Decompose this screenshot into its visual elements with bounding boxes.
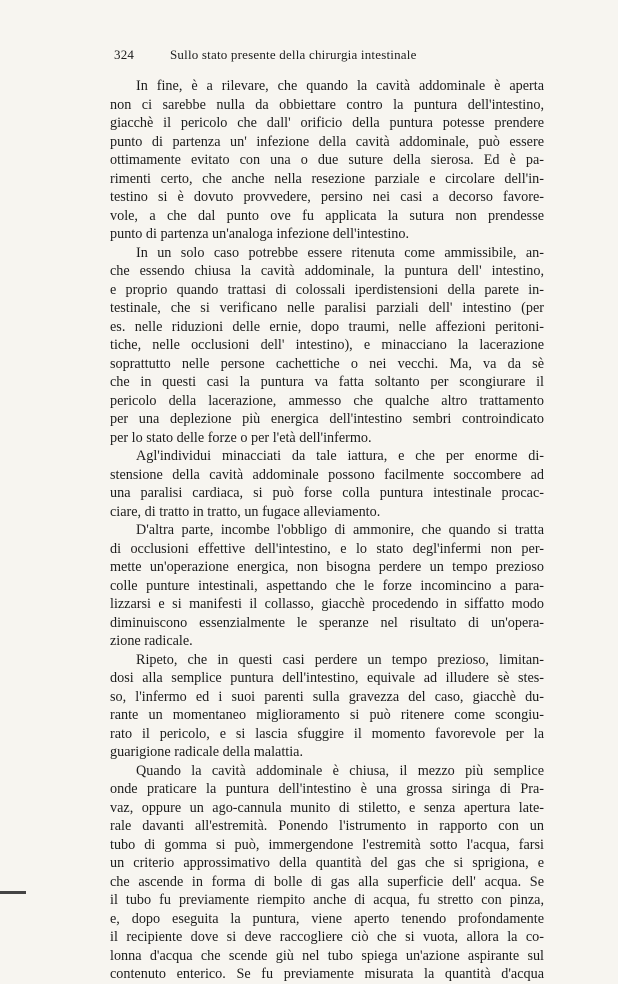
running-title: Sullo stato presente della chirurgia intestinale — [170, 47, 417, 62]
text-line: rato il pericolo, e si lascia sfuggire il momento favorevole per la — [110, 725, 544, 742]
text-line: di occlusioni effettive dell'intestino, e lo stato degl'infermi non per- — [110, 540, 544, 557]
text-line: rale davanti all'estremità. Ponendo l'istrumento in rapporto con un — [110, 818, 544, 834]
text-line: dosi alla semplice puntura dell'intestino, equivale ad illudere sè stes- — [110, 670, 544, 686]
text-line: diminuiscono essenzialmente le speranze nel risultato di un'opera- — [110, 614, 544, 631]
text-line: stensione della cavità addominale possono facilmente soccombere ad — [110, 466, 544, 483]
text-line: contenuto enterico. Se fu previamente misurata la quantità d'acqua — [110, 966, 544, 982]
text-line: zione radicale. — [110, 633, 193, 649]
text-line: testinale, che si verificano nelle paralisi parziali dell' intestino (per — [110, 300, 544, 316]
text-line: ciare, di tratto in tratto, un fugace alleviamento. — [110, 503, 381, 520]
text-line: vaz, oppure un ago-cannula munito di stiletto, e senza apertura late- — [110, 799, 544, 816]
text-line: In un solo caso potrebbe essere ritenuta come ammissibile, an- — [136, 244, 544, 261]
text-line: D'altra parte, incombe l'obbligo di ammonire, che quando si tratta — [136, 522, 544, 538]
page-number: 324 — [114, 47, 135, 62]
text-line: rante un momentaneo miglioramento si può ritenere come scongiu- — [110, 707, 544, 723]
text-line: che essendo chiusa la cavità addominale, la puntura dell' intestino, — [110, 263, 544, 279]
text-line: un criterio approssimativo della quantità del gas che si sprigiona, e — [110, 855, 544, 871]
text-line: e proprio quando trattasi di colossali iperdistensioni della parete in- — [110, 281, 544, 298]
body-text — [110, 77, 544, 984]
text-line: so, l'infermo ed i suoi parenti sulla gravezza del caso, giacchè du- — [110, 688, 544, 705]
page-header — [114, 47, 554, 67]
text-line: Ripeto, che in questi casi perdere un tempo prezioso, limitan- — [136, 651, 544, 668]
text-line: giacchè il pericolo che dall' orificio della puntura potesse prendere — [110, 115, 544, 131]
text-line: e, dopo eseguita la puntura, viene aperto tenendo profondamente — [110, 910, 544, 927]
text-line: Quando la cavità addominale è chiusa, il mezzo più semplice — [136, 762, 544, 779]
text-line: es. nelle riduzioni delle ernie, dopo traumi, nelle affezioni peritoni- — [110, 318, 544, 335]
text-line: testino si è dovuto provvedere, persino nei casi a decorso favore- — [110, 189, 544, 205]
text-line: il recipiente dove si deve raccogliere ciò che si vuota, allora la co- — [110, 929, 544, 945]
text-line: per una deplezione più energica dell'intestino sembri controindicato — [110, 411, 544, 427]
text-line: tiche, nelle occlusioni dell' intestino), e minacciano la lacerazione — [110, 337, 544, 353]
text-line: lonna d'acqua che scende giù nel tubo spiega un'azione aspirante sul — [110, 947, 544, 964]
text-line: In fine, è a rilevare, che quando la cavità addominale è aperta — [136, 78, 544, 94]
text-line: tubo di gomma si può, immergendone l'estremità sotto l'acqua, farsi — [110, 836, 544, 853]
scan-edge-mark — [0, 891, 26, 894]
text-line: una paralisi cardiaca, si può forse colla puntura intestinale procac- — [110, 485, 544, 501]
text-line: che in questi casi la puntura va fatta soltanto per scongiurare il — [110, 374, 544, 390]
text-line: non ci sarebbe nulla da obbiettare contro la puntura dell'intestino, — [110, 96, 544, 113]
text-line: Agl'individui minacciati da tale iattura, e che per enorme di- — [136, 448, 544, 464]
text-line: rimenti certo, che anche nella resezione parziale e circolare dell'in- — [110, 170, 544, 187]
text-line: lizzarsi e si manifesti il collasso, giacchè procedendo in siffatto modo — [110, 596, 544, 612]
text-line: colle punture intestinali, aspettando che le forze incomincino a para- — [110, 577, 544, 594]
text-line: punto di partenza un' infezione della cavità addominale, può essere — [110, 133, 544, 150]
text-line: ottimamente evitato con una o due suture della sierosa. Ed è pa- — [110, 152, 544, 168]
text-line: vole, a che dal punto ove fu applicata la sutura non prendesse — [110, 207, 544, 224]
text-line: guarigione radicale della malattia. — [110, 744, 304, 760]
text-line: punto di partenza un'analoga infezione dell'intestino. — [110, 226, 410, 242]
text-line: per lo stato delle forze o per l'età dell'infermo. — [110, 429, 372, 446]
text-line: che ascende in forma di bolle di gas alla superficie dell' acqua. Se — [110, 873, 544, 890]
text-line: soprattutto nelle persone cachettiche o nei vecchi. Ma, va da sè — [110, 355, 544, 372]
text-line: il tubo fu previamente riempito anche di acqua, fu stretto con pinza, — [110, 892, 544, 908]
text-line: mette un'operazione energica, non bisogna perdere un tempo prezioso — [110, 559, 544, 575]
text-line: pericolo della lacerazione, ammesso che qualche altro trattamento — [110, 392, 544, 409]
text-line: onde praticare la puntura dell'intestino è una grossa siringa di Pra- — [110, 781, 544, 797]
